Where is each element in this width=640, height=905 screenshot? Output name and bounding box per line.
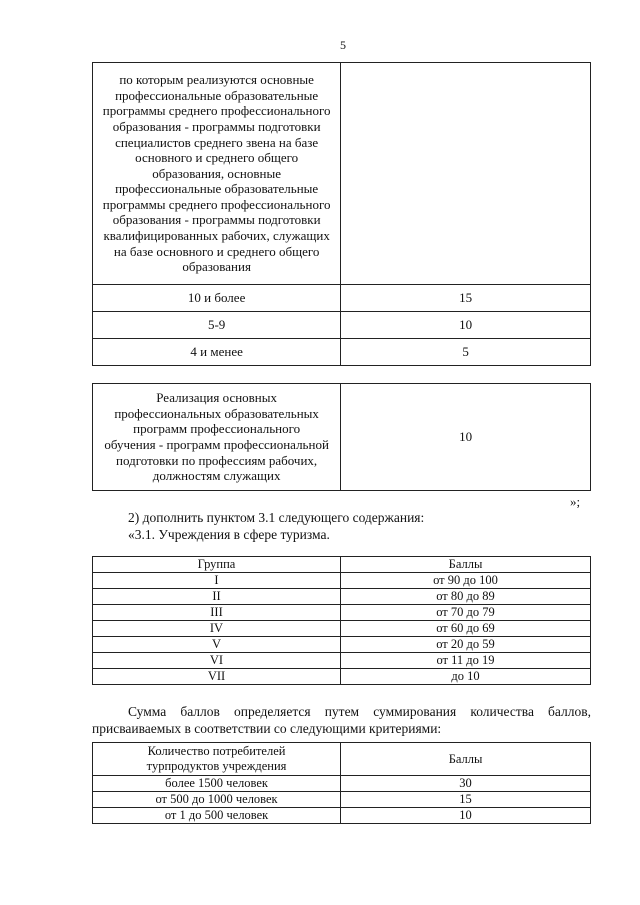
- empty-cell: [341, 63, 591, 285]
- table-row: [93, 653, 591, 669]
- points-cell: от 90 до 100: [341, 573, 591, 589]
- table-vocational-training: [92, 383, 591, 491]
- table-row: [93, 605, 591, 621]
- points-cell: 15: [341, 285, 591, 312]
- table-row: [93, 808, 591, 824]
- line: образования, основные: [152, 165, 281, 181]
- points-cell: от 20 до 59: [341, 637, 591, 653]
- line: на базе основного и среднего общего: [113, 243, 320, 259]
- table-row: [93, 384, 591, 491]
- table-row: [93, 776, 591, 792]
- line: квалифицированных рабочих, служащих: [103, 228, 330, 244]
- line: Количество потребителей: [147, 744, 286, 758]
- group-cell: I: [93, 573, 341, 589]
- line: подготовки по профессиям рабочих,: [116, 452, 318, 468]
- line: должностям служащих: [152, 468, 281, 484]
- count-cell: более 1500 человек: [93, 776, 341, 792]
- criteria-description-cell: [93, 63, 341, 285]
- line: основного и среднего общего: [135, 150, 299, 166]
- line: профессиональные образовательные: [115, 181, 319, 197]
- table-row: [93, 573, 591, 589]
- line: турпродуктов учреждения: [146, 759, 287, 773]
- count-cell: от 1 до 500 человек: [93, 808, 341, 824]
- table-tourism-groups: [92, 556, 591, 685]
- line: образования: [182, 259, 251, 275]
- points-cell: 30: [341, 776, 591, 792]
- table-row: [93, 339, 591, 366]
- table-row: [93, 637, 591, 653]
- criteria-description-cell: [93, 384, 341, 491]
- group-cell: III: [93, 605, 341, 621]
- table-row: [93, 621, 591, 637]
- line: программы среднего профессионального: [102, 103, 331, 119]
- group-cell: IV: [93, 621, 341, 637]
- points-cell: от 60 до 69: [341, 621, 591, 637]
- points-cell: от 11 до 19: [341, 653, 591, 669]
- line: специалистов среднего звена на базе: [115, 134, 319, 150]
- page-number: 5: [340, 38, 346, 52]
- range-cell: 4 и менее: [93, 339, 341, 366]
- paragraph-add-item: 2) дополнить пунктом 3.1 следующего содержания:: [128, 510, 425, 525]
- group-cell: II: [93, 589, 341, 605]
- table-row: [93, 557, 591, 573]
- points-cell: 10: [341, 312, 591, 339]
- table-row: [93, 743, 591, 776]
- range-cell: 10 и более: [93, 285, 341, 312]
- points-cell: от 70 до 79: [341, 605, 591, 621]
- group-cell: VII: [93, 669, 341, 685]
- count-cell: от 500 до 1000 человек: [93, 792, 341, 808]
- line: профессиональных образовательных: [114, 405, 319, 421]
- table-education-programs: [92, 62, 591, 366]
- table-row: [93, 63, 591, 285]
- points-cell: 5: [341, 339, 591, 366]
- closing-quote: »;: [570, 494, 581, 509]
- paragraph-tourism-heading: «3.1. Учреждения в сфере туризма.: [128, 527, 330, 542]
- line: программы среднего профессионального: [102, 196, 331, 212]
- header-points: Баллы: [341, 743, 591, 776]
- line: по которым реализуются основные: [119, 72, 314, 88]
- group-cell: VI: [93, 653, 341, 669]
- points-cell: от 80 до 89: [341, 589, 591, 605]
- table-row: [93, 285, 591, 312]
- table-row: [93, 589, 591, 605]
- points-cell: 10: [341, 384, 591, 491]
- line: профессиональные образовательные: [115, 87, 319, 103]
- range-cell: 5-9: [93, 312, 341, 339]
- group-cell: V: [93, 637, 341, 653]
- header-points: Баллы: [341, 557, 591, 573]
- header-consumer-count: [93, 743, 341, 776]
- line: программ профессионального: [133, 421, 301, 437]
- paragraph-sum-explanation: Сумма баллов определяется путем суммирования количества баллов, присваиваемых в соответствии со следующими критериями:: [92, 704, 591, 736]
- table-consumer-count: [92, 742, 591, 824]
- line: обучения - программ профессиональной: [104, 437, 329, 452]
- header-group: Группа: [93, 557, 341, 573]
- points-cell: 15: [341, 792, 591, 808]
- table-row: [93, 669, 591, 685]
- line: Реализация основных: [156, 390, 277, 406]
- points-cell: 10: [341, 808, 591, 824]
- table-row: [93, 312, 591, 339]
- line: образования - программы подготовки: [112, 118, 321, 134]
- points-cell: до 10: [341, 669, 591, 685]
- table-row: [93, 792, 591, 808]
- line: образования - программы подготовки: [112, 212, 321, 228]
